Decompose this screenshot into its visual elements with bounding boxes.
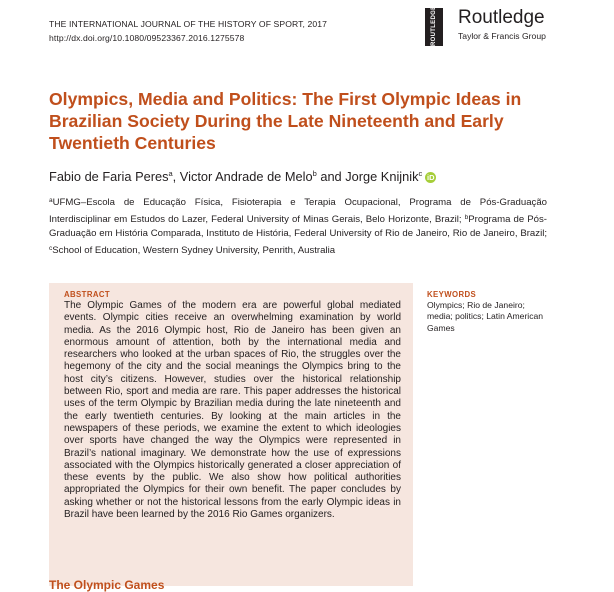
author-affil-marker: c — [418, 169, 423, 178]
author-affil-marker: a — [168, 169, 173, 178]
section-heading: The Olympic Games — [49, 578, 165, 592]
doi-link[interactable]: http://dx.doi.org/10.1080/09523367.2016.1275578 — [49, 33, 245, 43]
journal-title: THE INTERNATIONAL JOURNAL OF THE HISTORY OF SPORT, 2017 — [49, 19, 328, 29]
author-affil-marker: b — [312, 169, 317, 178]
keywords-list: Olympics; Rio de Janeiro; media; politics; Latin American Games — [427, 300, 544, 333]
publisher-logo[interactable] — [423, 6, 583, 48]
publisher-name: Routledge — [458, 7, 545, 28]
publisher-subtitle: Taylor & Francis Group — [458, 31, 546, 41]
affiliation-text: School of Education, Western Sydney University, Penrith, Australia — [52, 245, 336, 257]
affiliation-text: UFMG–Escola de Educação Física, Fisioterapia e Terapia Ocupacional, Programa de Pós-Graduação Interdisciplinar em Estudos do Lazer, Federal University of Minas Gerais, Belo Horizonte, Brazil; — [49, 197, 547, 225]
author-name: Victor Andrade de Melo — [179, 169, 313, 184]
author-list: Fabio de Faria Peres$^a$, Victor Andrade de Melo$^b$ and Jorge Knijnik$^c$ iD — [49, 169, 435, 184]
abstract-box — [49, 283, 413, 586]
affiliation-text: Programa de Pós-Graduação em História Comparada, Instituto de História, Federal University of Rio de Janeiro, Rio de Janeiro, Brazil; — [49, 213, 547, 240]
affiliations: $^a$UFMG–Escola de Educação Física, Fisioterapia e Terapia Ocupacional, Programa de Pós-Graduação Interdisciplinar em Estudos do Lazer, Federal University of Minas Gerais, Belo Horizonte, Brazil; $^b$Programa de Pós-Graduação em História Comparada, Instituto de História, Federal University of Rio de Janeiro, Rio de Janeiro, Brazil; $^c$School of Education, Western Sydney University, Penrith, Australia — [49, 197, 547, 257]
author-name: Fabio de Faria Peres — [49, 169, 169, 184]
abstract-text: The Olympic Games of the modern era are powerful global mediated events. Olympic cities receive an overwhelming examination by world media. As the 2016 Olympic host, Rio de Janeiro has been given an enormous amount of attention, both by the international media and researchers who looked at the urban spaces of Rio, the struggles over the hegemony of the city and the social meanings the Olympics bring to the host city’s citizens. However, studies over the historical relationship between Rio, sport and media are rare. This paper addresses the historical uses of the term Olympic by Brazilian media during the late nineteenth and the early twentieth centuries. By looking at the main articles in the newspapers of these periods, we examine the extent to which ideologies over sports have changed the way the Olympics were represented in Brazil’s national imaginary. We demonstrate how the use of expressions associated with the Olympics historically generated a closer appreciation of these events by the public. We also show how political authorities appropriated the Olympics for their own benefit. The paper concludes by asking whether or not the historical lessons from the early Olympic ideas in Brazil have been learned by the 2016 Rio Games organizers. — [64, 300, 401, 521]
abstract-heading: ABSTRACT — [64, 290, 111, 299]
article-title: Olympics, Media and Politics: The First Olympic Ideas in Brazilian Society During the Late Nineteenth and Early Twentieth Centuries — [49, 89, 522, 153]
orcid-icon[interactable]: iD — [427, 173, 435, 182]
author-name: Jorge Knijnik — [345, 169, 419, 184]
journal-header — [49, 17, 327, 45]
keywords-heading: KEYWORDS — [427, 290, 477, 299]
routledge-logo-mark: ROUTLEDGE — [425, 8, 443, 46]
